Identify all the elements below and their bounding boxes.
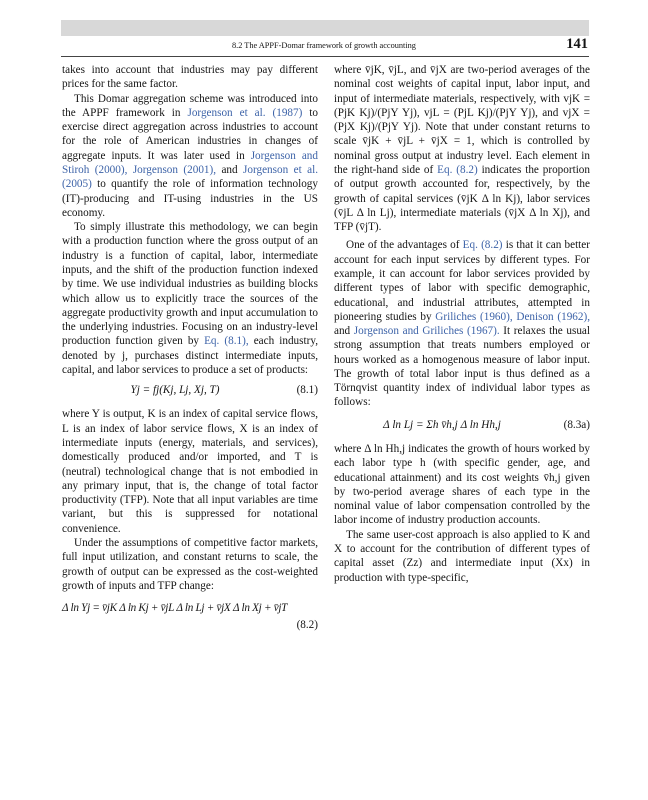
paragraph-user-cost: The same user-cost approach is also applied to K and X to account for the contribution of different types of capital asset (Zz) and intermediate input (Xx) in production with type-specific, [334, 528, 590, 584]
citation-link[interactable]: Jorgenson and Stiroh (2000), Jorgenson (2001), [62, 149, 318, 176]
left-column [62, 63, 318, 633]
paragraph-where-y: where Y is output, K is an index of capital service flows, L is an index of labor service flows, X is an index of intermediate inputs (energy, materials, and services), domestically produced and/or imported, and T is (neutral) technological change that is not embodied in any primary input, that is, the change of total factor productivity (TFP). Note that all input variables are time variant, but this is suppressed for notational convenience. [62, 408, 318, 535]
right-column [334, 63, 590, 585]
page-number: 141 [566, 36, 588, 52]
paragraph-continuation: takes into account that industries may pay different prices for the same factor. [62, 64, 318, 91]
equation-8-2-number: (8.2) [296, 619, 318, 632]
paragraph-advantages: One of the advantages of Eq. (8.2) is that it can better account for each input services by different types. For example, it can account for labor services provided by different types of labor with specific demographic, educational, and industrial attributes, attempted in pioneering studies by Griliches (1960), Denison (1962), and Jorgenson and Griliches (1967). It relaxes the usual strong assumption that treats numbers employed or hours worked as a homogenous measure of labor input. The growth of total labor input is thus defined as a Törnqvist quantity index of individual labor types as follows: [334, 239, 590, 409]
paragraph-illustrate: To simply illustrate this methodology, we can begin with a production function where the gross output of an industry is a function of capital, labor, intermediate inputs, and the shift of the production function indexed by time. We use individual industries as building blocks which allow us to explicitly trace the sources of the aggregate productivity growth and input accumulation to the underlying industries. Focusing on an industry-level production function given by Eq. (8.1), each industry, denoted by j, purchases distinct intermediate inputs, capital, and labor services to produce a set of products: [62, 221, 318, 376]
equation-8-1: Yj = fj(Kj, Lj, Xj, T) (8.1) [130, 384, 318, 397]
paragraph-hours-growth: where Δ ln Hh,j indicates the growth of hours worked by each labor type h (with specific gender, age, and educational attainment) and its cost weights v̄h,j given by two-period average shares of each type in the nominal value of labor compensation controlled by the labor income of industry production accounts. [334, 443, 590, 527]
header-bar [61, 20, 589, 36]
paragraph-assumptions: Under the assumptions of competitive factor markets, full input utilization, and constant returns to scale, the growth of output can be expressed as the cost-weighted growth of inputs and TFP change: [62, 537, 318, 592]
citation-link[interactable]: Jorgenson and Griliches (1967). [353, 325, 500, 338]
equation-link[interactable]: Eq. (8.2) [437, 163, 478, 176]
citation-link[interactable]: Jorgenson et al. (2005) [62, 163, 318, 191]
citation-link[interactable]: Jorgenson et al. (1987) [187, 106, 303, 119]
equation-link[interactable]: Eq. (8.1), [204, 335, 249, 348]
equation-link[interactable]: Eq. (8.2) [462, 239, 503, 252]
running-head: 8.2 The APPF-Domar framework of growth accounting [232, 41, 416, 50]
paragraph-domar: This Domar aggregation scheme was introduced into the APPF framework in Jorgenson et al. (1987) to exercise direct aggregation across industries to account for the role of American industries in changes of aggregate inputs. It was later used in Jorgenson and Stiroh (2000), Jorgenson (2001), and Jorgenson et al. (2005) to quantify the role of information technology (IT)-producing and IT-using industries in the US economy. [62, 92, 319, 219]
citation-link[interactable]: Griliches (1960), Denison (1962), [435, 310, 590, 323]
equation-8-3a: Δ ln Lj = Σh v̄h,j Δ ln Hh,j (8.3a) [383, 418, 590, 431]
equation-8-2: Δ ln Yj = v̄jK Δ ln Kj + v̄jL Δ ln Lj + v̄jX Δ ln Xj + v̄jT [62, 602, 288, 615]
header-rule [61, 56, 589, 57]
paragraph-cost-weights: where v̄jK, v̄jL, and v̄jX are two-period averages of the nominal cost weights of capital input, labor input, and input of intermediate materials, respectively, with vjK = (PjK Kj)/(PjY Yj), vjL = (PjL Kj)/(PjY Yj), and vjX = (PjX Kj)/(PjY Yj). Note that under constant returns to scale v̄jK + v̄jL + v̄jX = 1, which is controlled by nominal gross output at industry level. Each element in the right-hand side of Eq. (8.2) indicates the proportion of output growth accounted for, respectively, by the growth of capital services (v̄jK Δ ln Kj), labor services (v̄jL Δ ln Lj), intermediate materials (v̄jX Δ ln Xj), and TFP (v̄jT). [334, 64, 590, 234]
